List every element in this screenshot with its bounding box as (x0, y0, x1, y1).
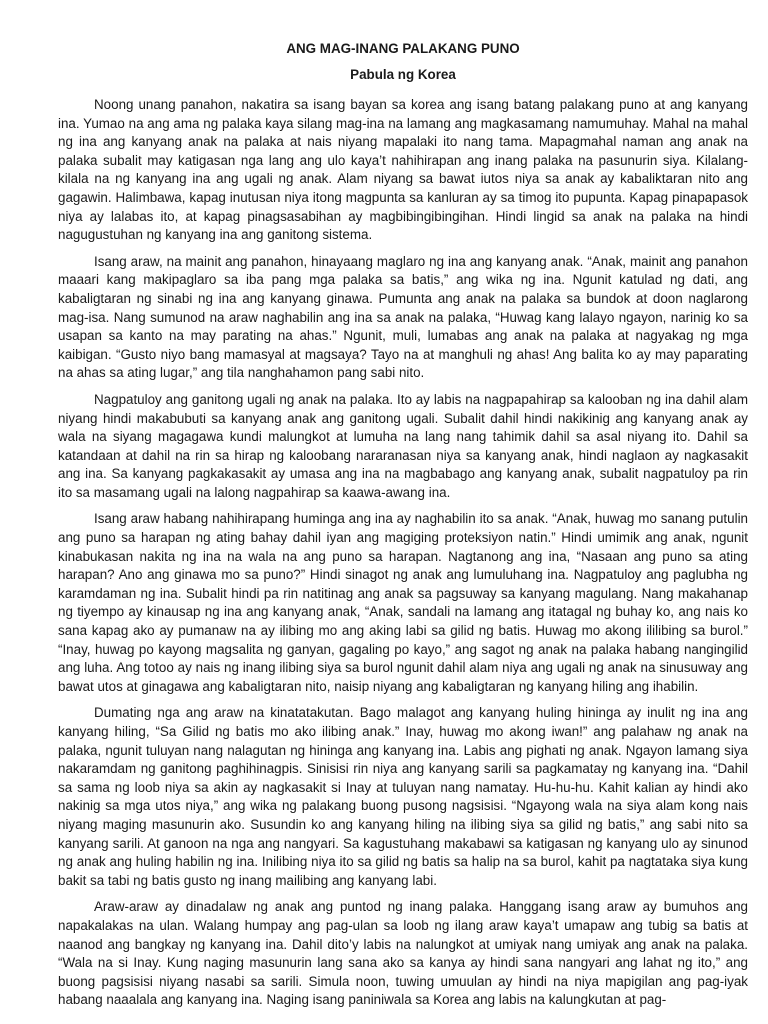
paragraph-4: Isang araw habang nahihirapang huminga ang ina ay naghabilin ito sa anak. “Anak, huwag mo sanang putulin ang puno sa harapan ng ating bahay dahil iyan ang magiging proteksiyon natin.” Hindi umimik ang anak, ngunit kinabukasan nakita ng ina na wala na ang puno sa harapan. Nagtanong ang ina, “Nasaan ang puno sa ating harapan? Ano ang ginawa mo sa puno?” Hindi sinagot ng anak ang lumuluhang ina. Nagpatuloy ang paglubha ng karamdaman ng ina. Subalit hindi pa rin natitinag ang anak sa pagsuway sa kanyang magulang. Nang makahanap ng tiyempo ay kinausap ng ina ang kanyang anak, “Anak, sandali na lamang ang itatagal ng buhay ko, ang nais ko sana kapag ako ay pumanaw na ay ilibing mo ang aking labi sa gilid ng batis. Huwag mo akong ililibing sa burol.” “Inay, huwag po kayong magsalita ng ganyan, gagaling po kayo,” ang sagot ng anak na palaka habang nangingilid ang luha. Ang totoo ay nais ng inang ilibing siya sa burol ngunit dahil alam niya ang ugali ng anak na sinusuway ang bawat utos at ginagawa ang kabaligtaran nito, naisip niyang ang kabaligtaran ng kanyang hiling ang ihabilin. (58, 511, 748, 694)
document-body (58, 40, 748, 1018)
paragraph-3: Nagpatuloy ang ganitong ugali ng anak na palaka. Ito ay labis na nagpapahirap sa kalooban ng ina dahil alam niyang hindi makabubuti sa kanyang anak ang ganitong ugali. Subalit dahil hindi nakikinig ang kanyang anak ay wala na siyang magagawa kundi malungkot at lumuha na lang nang tahimik dahil sa asal niyang ito. Dahil sa katandaan at dahil na rin sa hirap ng kaloobang nararanasan niya sa kanyang anak, hindi naglaon ay nagkasakit ang ina. Sa kanyang pagkakasakit ay umasa ang ina na magbabago ang kanyang anak, subalit nagpatuloy pa rin ito sa masamang ugali na lalong nagpahirap sa kaawa-awang ina. (58, 391, 748, 500)
paragraph-2: Isang araw, na mainit ang panahon, hinayaang maglaro ng ina ang kanyang anak. “Anak, mainit ang panahon maaari kang makipaglaro sa iba pang mga palaka sa batis,” ang wika ng ina. Ngunit katulad ng dati, ang kabaligtaran ng sinabi ng ina ang kanyang ginawa. Pumunta ang anak na palaka sa bundok at doon naglarong mag-isa. Nang sumunod na araw naghabilin ang ina sa anak na palaka, “Huwag kang lalayo ngayon, narinig ko sa usapan sa kanto na may parating na ahas.” Ngunit, muli, lumabas ang anak na palaka at nagyakag ng mga kaibigan. “Gusto niyo bang mamasyal at magsaya? Tayo na at manghuli ng ahas! Ang balita ko ay may paparating na ahas sa ating lugar,” ang tila nanghahamon pang sabi nito. (58, 253, 748, 381)
paragraph-6: Araw-araw ay dinadalaw ng anak ang puntod ng inang palaka. Hanggang isang araw ay bumuhos ang napakalakas na ulan. Walang humpay ang pag-ulan sa loob ng ilang araw kaya’t umapaw ang tubig sa batis at naanod ang bangkay ng kanyang ina. Dahil dito’y labis na nalungkot at umiyak nang umiyak ang anak na palaka. “Wala na si Inay. Kung naging masunurin lang sana ako sa kanya ay hindi sana nangyari ang lahat ng ito,” ang buong pagsisisi niyang nasabi sa sarili. Simula noon, tuwing umuulan ay hindi na niya mapigilan ang pag-iyak habang naaalala ang kanyang ina. Naging isang paniniwala sa Korea ang labis na kalungkutan at pag- (58, 899, 748, 1008)
paragraph-1: Noong unang panahon, nakatira sa isang bayan sa korea ang isang batang palakang puno at ang kanyang ina. Yumao na ang ama ng palaka kaya silang mag-ina na lamang ang magkasamang namumuhay. Mahal na mahal ng ina ang kanyang anak na palaka at nais niyang mapalaki ito nang tama. Mapagmahal naman ang anak na palaka subalit may katigasan nga lang ang ulo kaya’t nahihirapan ang inang palaka na pasunurin siya. Kilalang-kilala na ng kanyang ina ang ugali ng anak. Alam niyang sa bawat iutos niya sa anak ay kabaliktaran nito ang gagawin. Halimbawa, kapag inutusan niya itong magpunta sa kanluran ay sa timog ito pupunta. Kapag pinapapasok niya ay lalabas ito, at kapag pinagsasabihan ay magbibingibingihan. Hindi lingid sa anak na palaka na hindi nagugustuhan ng kanyang ina ang ganitong sistema. (58, 97, 748, 243)
document-title: ANG MAG-INANG PALAKANG PUNO (286, 41, 520, 56)
document-subtitle: Pabula ng Korea (350, 67, 456, 82)
paragraph-5: Dumating nga ang araw na kinatatakutan. Bago malagot ang kanyang huling hininga ay inulit ng ina ang kanyang hiling, “Sa Gilid ng batis mo ako ilibing anak.” Inay, huwag mo akong iwan!” ang palahaw ng anak na palaka, ngunit tuluyan nang nalagutan ng hininga ang kanyang ina. Labis ang pighati ng anak. Ngayon lamang siya nakaramdam ng ganitong paghihinagpis. Sinisisi rin niya ang kanyang sarili sa pagkamatay ng kanyang ina. “Dahil sa sama ng loob niya sa akin ay nagkasakit si Inay at tuluyan nang namatay. Hu-hu-hu. Kahit kalian ay hindi ako nakinig sa mga utos niya,” ang wika ng palakang buong pusong nagsisisi. “Ngayong wala na siya alam kong nais niyang maging masunurin ako. Susundin ko ang kanyang hiling na ilibing siya sa gilid ng batis,” ang sabi nito sa kanyang sarili. At ganoon na nga ang nangyari. Sa kagustuhang makabawi sa katigasan ng kanyang ulo ay sinunod ng anak ang huling habilin ng ina. Inilibing niya ito sa gilid ng batis sa halip na sa burol, kahit pa nagtataka siya kung bakit sa tabi ng batis gusto ng inang mailibing ang kanyang labi. (58, 705, 748, 888)
